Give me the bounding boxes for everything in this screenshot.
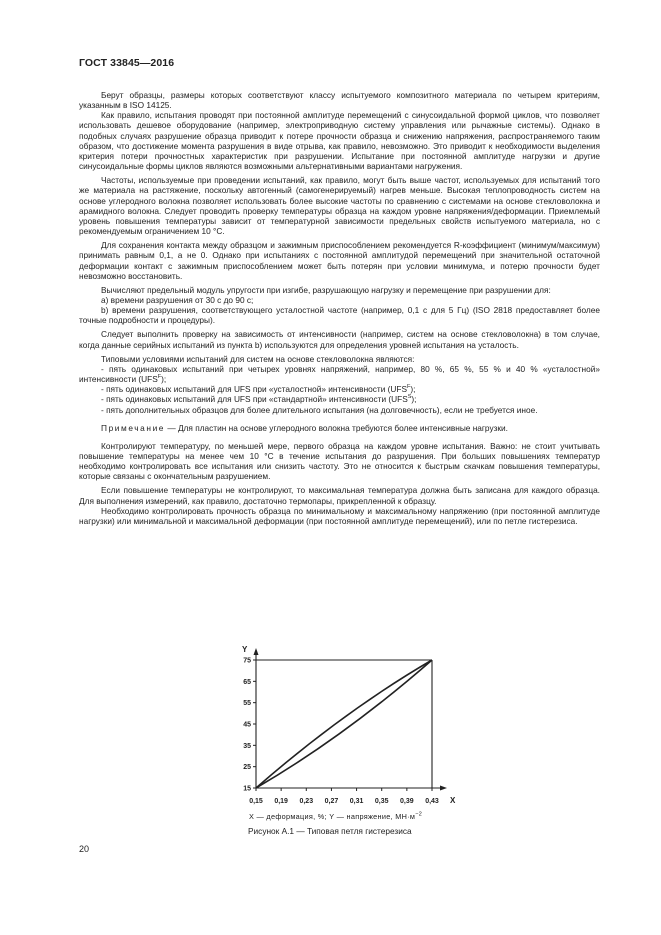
note-label: Примечание [101,422,166,433]
body-text [79,90,600,526]
y-tick-label: 25 [243,764,251,772]
page-number: 20 [79,844,90,854]
figure-legend: X — деформация, %; Y — напряжение, $МН\cdot м^{-2}$ [249,811,423,821]
x-axis-arrow [440,786,447,791]
x-tick-label: 0,31 [349,798,364,805]
note [79,423,600,433]
x-tick-label: 0,35 [374,798,389,805]
paragraph: Контролируют температуру, по меньшей мере, первого образца на каждом уровне испытания. Важно: не стоит учитывать повышение температуры на менее чем 10 °С в течение испытания до разрушения. При больших повышениях температур необходимо контролировать все испытания или снизить частоту. Это не относится к быстрым скачкам повышения температуры, которые связаны с окончательным разрушением. [79,440,600,482]
y-axis-label: Y [242,645,248,654]
x-tick-label: 0,23 [299,798,314,805]
paragraph: Необходимо контролировать прочность образца по минимальному и максимальному напряжению (при постоянной амплитуде нагрузки) или минимальной и максимальной деформации (при постоянной амплитуде перемещений), или по петле гистерезиса. [79,505,600,526]
chart-svg [231,640,471,810]
y-tick-label: 75 [243,657,251,665]
y-tick-label: 15 [243,785,251,793]
y-axis-arrow [254,648,259,655]
series-line-loading [256,660,432,788]
figure-caption: Рисунок А.1 — Типовая петля гистерезиса [248,826,412,836]
x-tick-label: 0,43 [425,798,439,805]
list-item: - пять одинаковых испытаний при четырех уровнях напряжений, например, 80 %, 65 %, 55 % и 40 % «усталостной» интенсивности $(UFS^F)$; [79,363,600,385]
list-item: b) времени разрушения, соответствующего усталостной частоте (например, 0,1 с для 5 Гц) (ISO 2818 предоставляет более точные подробности и процедуры). [79,305,600,326]
hysteresis-chart [231,640,471,810]
paragraph: Вычисляют предельный модуль упругости при изгибе, разрушающую нагрузку и перемещение при разрушении для: [101,284,551,295]
x-axis-label: X [450,796,456,805]
x-tick-label: 0,27 [324,798,339,805]
x-tick-label: 0,15 [249,798,263,805]
list-item: - пять одинаковых испытаний для UFS при «усталостной» интенсивности $(UFS^F)$; [101,384,416,395]
list-item: - пять дополнительных образцов для более длительного испытания (на долговечность), если не требуется иное. [101,404,538,415]
y-tick-label: 45 [243,721,251,729]
paragraph: Берут образцы, размеры которых соответствуют классу испытуемого композитного материала по четырем критериям, указанным в ISO 14125. [79,90,600,111]
paragraph: Типовыми условиями испытаний для систем на основе стекловолокна являются: [101,353,415,364]
list-item: а) времени разрушения от 30 с до 90 с; [101,294,254,305]
x-tick-label: 0,19 [274,798,288,805]
note-text: — Для пластин на основе углеродного волокна требуются более интенсивные нагрузки. [165,422,508,433]
paragraph: Следует выполнить проверку на зависимость от интенсивности (например, систем на основе стекловолокна) в том случае, когда данные серийных испытаний из пункта b) используются для определения уровней испытания на усталость. [79,329,600,350]
page-header: ГОСТ 33845—2016 [79,57,175,69]
paragraph: Если повышение температуры не контролируют, то максимальная температура должна быть записана для каждого образца. Для выполнения измерений, как правило, достаточно термопары, прикрепленной к образцу. [79,485,600,506]
y-tick-label: 55 [243,700,251,708]
paragraph: Как правило, испытания проводят при постоянной амплитуде перемещений с синусоидальной формой циклов, что позволяет использовать дешевое оборудование (например, электроприводную систему управления или рычажные системы). Однако в подобных случаях разрушение образца приводит к потере прочности образца и снижению напряжения, распространяемого таким образом, что достижение момента разрушения в виде отрыва, как правило, невозможно. Это приводит к необходимости выделения критерия потери прочностных характеристик при разрушении. Испытание при постоянной амплитуде нагрузки и другие синусоидальные формы циклов являются возможными альтернативными вариантами нагружения. [79,110,600,172]
list-item: - пять одинаковых испытаний для UFS при «стандартной» интенсивности $(UFS^S)$; [101,394,417,405]
y-tick-label: 35 [243,742,251,750]
x-tick-label: 0,39 [400,798,414,805]
paragraph: Частоты, используемые при проведении испытаний, как правило, могут быть выше частот, используемых для испытаний того же материала на растяжение, поскольку автогенный (самогенерируемый) нагрев меньше. Высокая теплопроводность систем на основе углеродного волокна позволяет использовать более высокие частоты по сравнению с системами на основе стекловолокна и арамидного волокна. Следует проводить проверку температуры образца на каждом уровне напряжения/деформации. Приемлемый уровень повышения температуры зависит от температурной зависимости предельных свойств испытуемого материала, но с рекомендуемым ограничением 10 °С. [79,175,600,237]
series-line-unloading [256,660,432,788]
paragraph: Для сохранения контакта между образцом и зажимным приспособлением рекомендуется R-коэффициент (минимум/максимум) принимать равным 0,1, а не 0. Однако при испытаниях с постоянной амплитудой перемещений при значительной остаточной деформации контакт с зажимным приспособлением может быть потерян при условии минимума, и потерю прочности будет невозможно восстановить. [79,240,600,281]
y-tick-label: 65 [243,678,251,686]
